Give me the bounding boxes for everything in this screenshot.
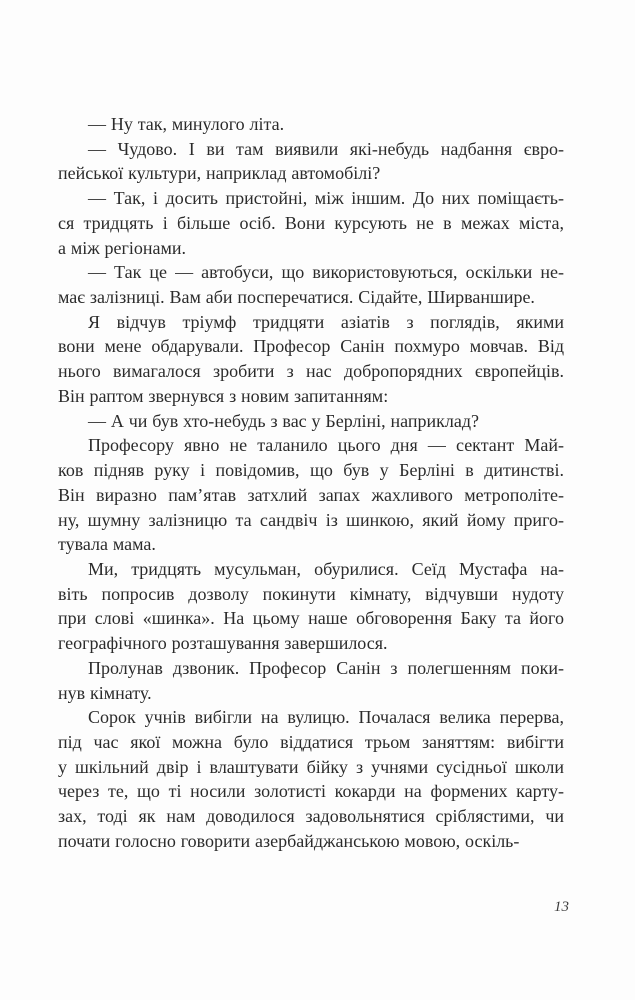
text-line: Він виразно пам’ятав затхлий запах жахливого метрополіте- [58,484,564,505]
text-line: — Чудово. І ви там виявили які-небудь надбання євро- [88,138,564,159]
paragraph [58,260,564,309]
text-line: — Ну так, минулого літа. [88,114,285,134]
text-line: ся тридцять і більше осіб. Вони курсують не в межах міста, [58,212,564,233]
text-line: віть попросив дозволу покинути кімнату, відчувши нудоту [58,583,564,604]
text-line: нув кімнату. [58,682,152,703]
text-line: тувала мама. [58,534,156,555]
paragraph [58,310,564,409]
text-line: при слові «шинка». На цьому наше обговорення Баку та його [58,608,564,629]
text-line: вони мене обдарували. Професор Санін похмуро мовчав. Від [58,336,564,357]
text-line: Професору явно не таланило цього дня — сектант Май- [88,435,564,456]
text-line: Сорок учнів вибігли на вулицю. Почалася велика перерва, [88,707,564,728]
text-line: через те, що ті носили золотисті кокарди на формених карту- [58,781,564,802]
text-line: Ми, тридцять мусульман, обурилися. Сеїд Мустафа на- [88,558,564,579]
paragraph [58,186,564,260]
text-line: Я відчув тріумф тридцяти азіатів з поглядів, якими [88,311,564,332]
paragraph [58,433,564,557]
paragraph [58,656,564,705]
text-line: пейської культури, наприклад автомобілі? [58,163,381,184]
text-line: географічного розташування завершилося. [58,633,388,654]
text-line: ков підняв руку і повідомив, що був у Берліні в дитинстві. [58,460,564,481]
page-number: 13 [554,899,569,915]
text-line: Пролунав дзвоник. Професор Санін з полегшенням поки- [88,657,564,678]
page-text [58,112,564,854]
text-line: ну, шумну залізницю та сандвіч із шинкою, який йому приго- [58,509,564,530]
text-line: Він раптом звернувся з новим запитанням: [58,385,389,406]
paragraph [58,557,564,656]
text-line: має залізниці. Вам аби посперечатися. Сідайте, Ширваншире. [58,287,535,308]
text-line: у шкільний двір і влаштувати бійку з учнями сусідньої школи [58,756,564,777]
text-line: — Так це — автобуси, що використовуються, оскільки не- [88,262,564,283]
paragraph [58,137,564,186]
text-line: а між регіонами. [58,237,187,258]
text-line: зах, тоді як нам доводилося задовольнятися сріблястими, чи [58,806,564,827]
paragraph [58,705,564,853]
text-line: почати голосно говорити азербайджанською мовою, оскіль- [58,830,520,851]
paragraph [58,112,564,137]
text-line: нього вимагалося зробити з нас добропорядних європейців. [58,361,564,382]
text-line: під час якої можна було віддатися трьом заняттям: вибігти [58,731,564,752]
paragraph [58,409,564,434]
text-line: — А чи був хто-небудь з вас у Берліні, наприклад? [88,410,479,431]
text-line: — Так, і досить пристойні, між іншим. До них поміщаєть- [88,188,564,209]
